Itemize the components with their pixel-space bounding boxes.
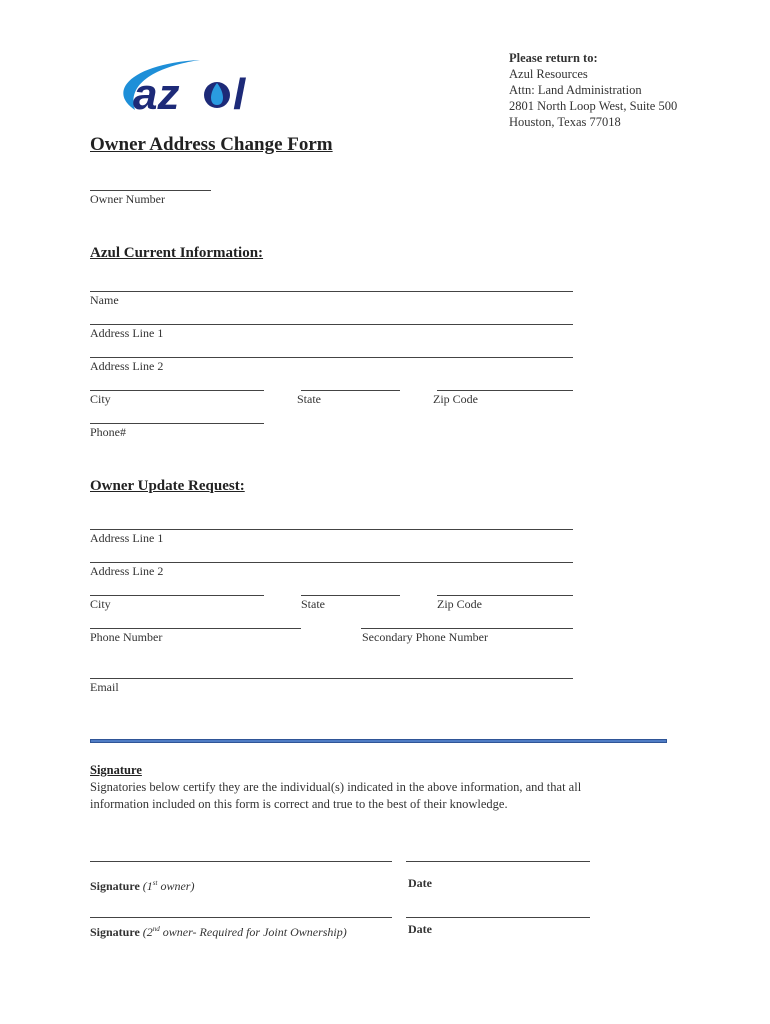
state-label: State bbox=[297, 392, 321, 406]
update-request-heading: Owner Update Request: bbox=[90, 478, 245, 494]
owner1-sup: st bbox=[152, 879, 158, 887]
email-label: Email bbox=[90, 680, 119, 694]
signature-2-field[interactable] bbox=[90, 917, 392, 918]
zip-label: Zip Code bbox=[437, 597, 482, 611]
signature-heading: Signature bbox=[90, 763, 142, 777]
date-1-label: Date bbox=[408, 876, 432, 890]
owner2-text: (2 bbox=[142, 925, 153, 939]
address1-label: Address Line 1 bbox=[90, 326, 164, 340]
azul-logo bbox=[105, 55, 280, 125]
return-line: Azul Resources bbox=[509, 67, 588, 81]
signature-1-label bbox=[90, 875, 194, 894]
current-name-field[interactable] bbox=[90, 291, 573, 292]
update-email-field[interactable] bbox=[90, 678, 573, 679]
svg-text:az: az bbox=[133, 70, 180, 119]
phone-label: Phone# bbox=[90, 425, 126, 439]
date-2-field[interactable] bbox=[406, 917, 590, 918]
svg-text:l: l bbox=[233, 70, 246, 119]
phone-number-label: Phone Number bbox=[90, 630, 163, 644]
return-line: 2801 North Loop West, Suite 500 bbox=[509, 99, 678, 113]
owner2-sup: nd bbox=[152, 925, 160, 933]
form-title: Owner Address Change Form bbox=[90, 134, 333, 155]
current-city-field[interactable] bbox=[90, 390, 264, 391]
zip-label: Zip Code bbox=[433, 392, 478, 406]
return-line: Attn: Land Administration bbox=[509, 83, 642, 97]
signature-statement bbox=[90, 779, 581, 812]
sig-label: Signature bbox=[90, 925, 140, 939]
address1-label: Address Line 1 bbox=[90, 531, 164, 545]
owner-number-label: Owner Number bbox=[90, 192, 165, 206]
return-address bbox=[509, 50, 677, 130]
return-title: Please return to: bbox=[509, 51, 598, 65]
owner2-text: owner- Required for Joint Ownership) bbox=[159, 925, 347, 939]
current-info-heading: Azul Current Information: bbox=[90, 245, 264, 261]
date-2-label: Date bbox=[408, 922, 432, 936]
signature-1-field[interactable] bbox=[90, 861, 392, 862]
sig-label: Signature bbox=[90, 879, 140, 893]
city-label: City bbox=[90, 392, 111, 406]
date-1-field[interactable] bbox=[406, 861, 590, 862]
signature-2-label bbox=[90, 921, 347, 940]
statement-line: information included on this form is correct and true to the best of their knowledge. bbox=[90, 796, 508, 811]
state-label: State bbox=[301, 597, 325, 611]
update-city-field[interactable] bbox=[90, 595, 264, 596]
return-line: Houston, Texas 77018 bbox=[509, 115, 621, 129]
owner1-text: (1 bbox=[142, 879, 153, 893]
secondary-phone-label: Secondary Phone Number bbox=[362, 630, 488, 644]
address2-label: Address Line 2 bbox=[90, 359, 164, 373]
section-divider bbox=[90, 739, 667, 743]
name-label: Name bbox=[90, 293, 119, 307]
owner1-text: owner) bbox=[157, 879, 195, 893]
statement-line: Signatories below certify they are the individual(s) indicated in the above information, and that all bbox=[90, 780, 582, 794]
address2-label: Address Line 2 bbox=[90, 564, 164, 578]
city-label: City bbox=[90, 597, 111, 611]
